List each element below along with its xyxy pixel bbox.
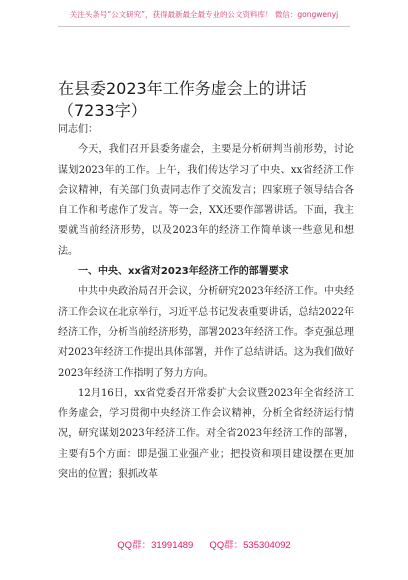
document-body xyxy=(58,120,354,485)
header-promo-note: 关注头条号“公文研究”，获得最新最全最专业的公文资料库！ 微信：gongwenyj xyxy=(69,10,339,19)
header-divider xyxy=(58,26,350,27)
section-paragraph-1: 中共中央政治局召开会议，分析研究2023年经济工作。中央经济工作会议在北京举行，习近平总书记发表重要讲话，总结2022年经济工作，分析当前经济形势，部署2023年经济工作。李克强总理对2023年经济工作提出具体部署，并作了总结讲话。这为我们做好2023年经济工作指明了努力方向。 xyxy=(58,286,354,379)
section-paragraph-2: 12月16日，xx省党委召开常委扩大会议暨2023年全省经济工作务虚会，学习贯彻中央经济工作会议精神，分析全省经济运行情况，研究谋划2023年经济工作。对全省2023年经济工作的部署，主要有5个方面：即是强工业强产业；把投资和项目建设摆在更加突出的位置；狠抓改革 xyxy=(58,387,354,481)
intro-paragraph: 今天，我们召开县委务虚会，主要是分析研判当前形势，讨论谋划2023年的工作。上午，我们传达学习了中央、xx省经济工作会议精神，有关部门负责同志作了交流发言；四家班子领导结合各自工作和考虑作了发言。等一会，XX还要作部署讲话。下面，我主要就当前经济形势，以及2023年的经济工作简单谈一些意见和想法。 xyxy=(58,144,354,257)
qq-group-2: QQ群：535304092 xyxy=(209,540,291,551)
footer-contact xyxy=(0,537,408,551)
qq-group-1: QQ群：31991489 xyxy=(117,540,194,551)
document-title: 在县委2023年工作务虚会上的讲话（7233字） xyxy=(58,79,307,120)
salutation: 同志们： xyxy=(58,124,98,135)
section-heading: 一、中央、xx省对2023年经济工作的部署要求 xyxy=(78,266,289,278)
